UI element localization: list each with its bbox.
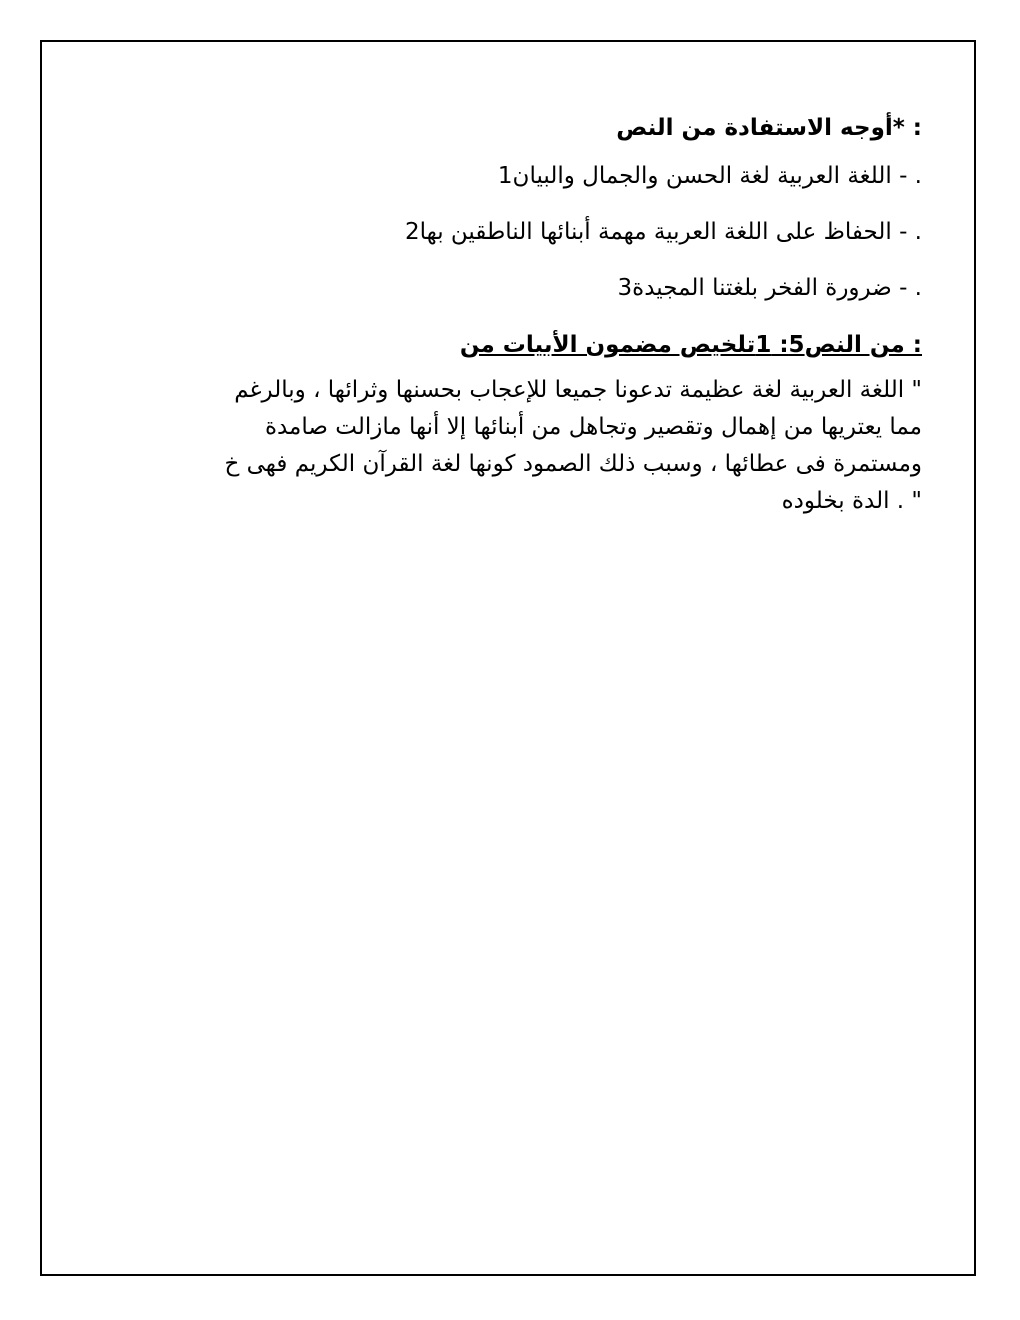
benefit-item-3: . - ضرورة الفخر بلغتنا المجيدة3 [617,275,922,301]
summary-line-4: " . الدة بخلوده [781,488,922,514]
summary-heading: : من النص5: 1تلخيص مضمون الأبيات من [459,332,922,358]
benefits-heading: : *أوجه الاستفادة من النص [616,115,922,141]
summary-line-1: " اللغة العربية لغة عظيمة تدعونا جميعا للإعجاب بحسنها وثرائها ، وبالرغم [234,377,922,403]
benefit-item-2: . - الحفاظ على اللغة العربية مهمة أبنائها الناطقين بها2 [404,219,922,245]
summary-paragraph [150,372,922,520]
document-body [150,108,922,520]
summary-line-2: مما يعتريها من إهمال وتقصير وتجاهل من أبنائها إلا أنها مازالت صامدة [264,414,922,440]
summary-line-3: ومستمرة فى عطائها ، وسبب ذلك الصمود كونها لغة القرآن الكريم فهى خ [224,451,922,477]
benefit-item-1: . - اللغة العربية لغة الحسن والجمال والبيان1 [497,163,922,189]
